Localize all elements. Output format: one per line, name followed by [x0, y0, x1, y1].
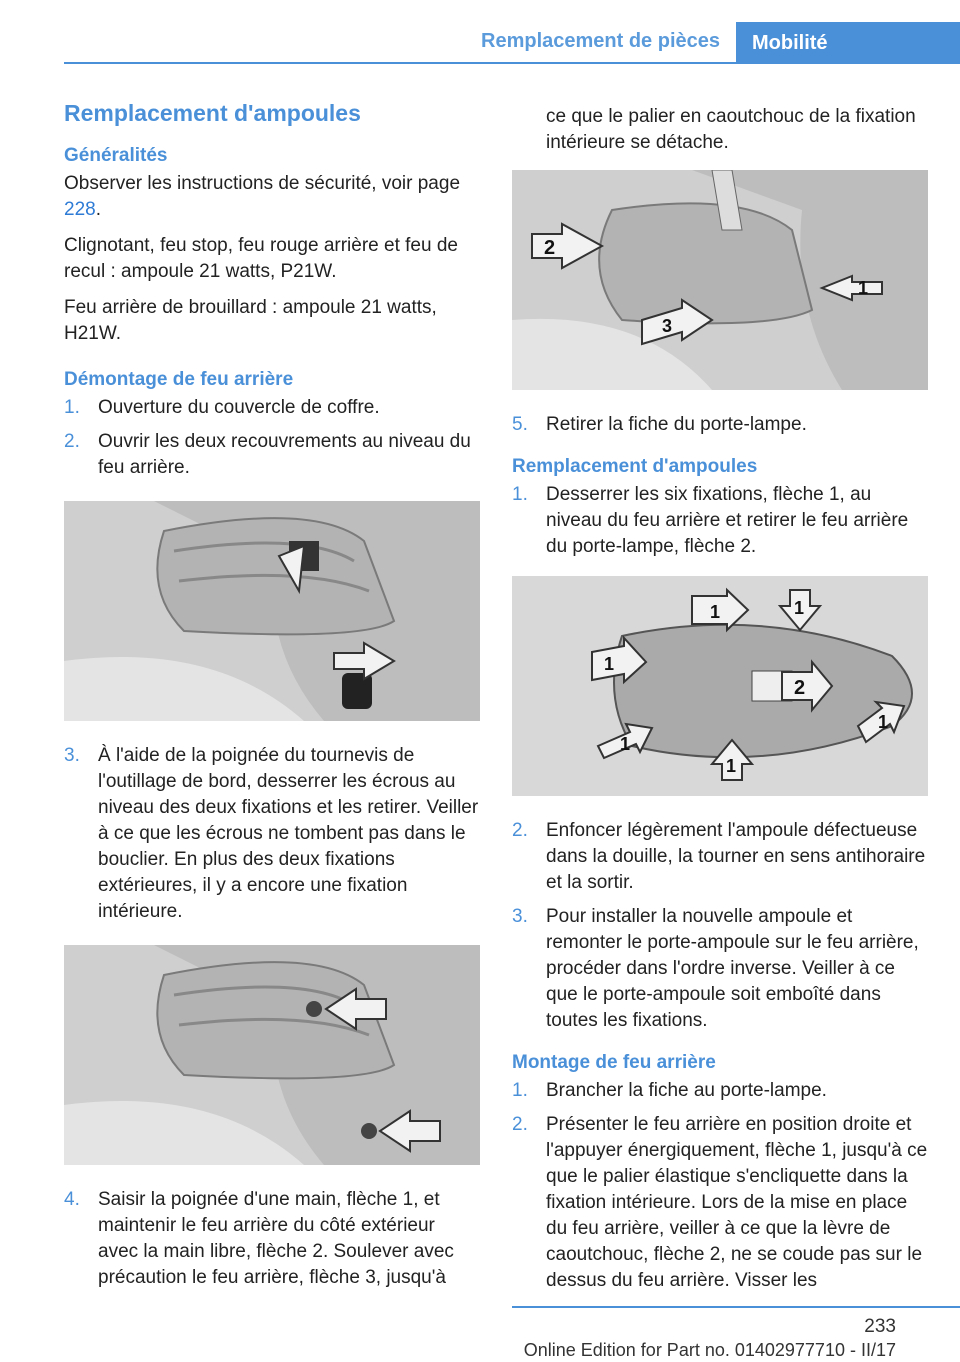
header-section-title: Remplacement de pièces: [481, 30, 720, 52]
replace-steps-a: [512, 482, 928, 560]
page-title: Remplacement d'ampoules: [64, 100, 361, 126]
header-chapter-label: Mobilité: [752, 31, 828, 54]
figure-label-1: 1: [858, 278, 869, 298]
general-paragraph-1: [64, 171, 480, 223]
step-text: Saisir la poignée d'une main, flèche 1, et maintenir le feu arrière du côté extérieur avec la main libre, flèche 2. Soulever avec précaution le feu arrière, flèche 3, jusqu'à: [98, 1189, 454, 1288]
step-text: À l'aide de la poignée du tournevis de l'outillage de bord, desserrer les écrous au niveau des deux fixations et les retirer. Veiller à ce que les écrous ne tombent pas dans le bouclier. En plus des deux fixations extérieures, il y a encore une fixation intérieure.: [98, 745, 479, 922]
replace-steps-b: [512, 818, 928, 1034]
figure-label-1f: 1: [878, 712, 889, 732]
step-number: 3.: [512, 906, 528, 927]
figure-label-1b: 1: [794, 598, 805, 618]
list-item: [512, 904, 928, 1034]
list-item: [64, 743, 480, 925]
step-number: 1.: [64, 397, 80, 418]
figure-lamp-holder: [512, 576, 928, 796]
removal-steps-c: [64, 1187, 480, 1291]
step-text: Présenter le feu arrière en position droite et l'appuyer énergiquement, flèche 1, jusqu'à ce que le palier élastique s'encliquette dans la fixation intérieure. Lors de la mise en place du feu arrière, veiller à ce que la lèvre de caoutchouc, flèche 2, ne se coude pas sur le dessus du feu arrière. Visser les: [546, 1114, 928, 1291]
list-item: [512, 1112, 928, 1294]
header-rule: [64, 62, 960, 64]
figure-taillight-lift: [512, 170, 928, 390]
figure-label-2: 2: [544, 237, 556, 259]
removal-heading: Démontage de feu arrière: [64, 369, 294, 390]
removal-steps-b: [64, 743, 480, 925]
removal-steps-a: [64, 395, 480, 481]
list-item: [64, 429, 480, 481]
general-p1-end: .: [95, 199, 101, 220]
figure-label-1d: 1: [620, 734, 631, 754]
list-item: [512, 1078, 928, 1104]
replace-heading: Remplacement d'ampoules: [512, 456, 758, 477]
step-number: 5.: [512, 414, 528, 435]
step-text: Pour installer la nouvelle ampoule et remonter le porte-ampoule sur le feu arrière, procéder dans l'ordre inverse. Veiller à ce que le porte-ampoule soit emboîté dans toutes les fixations.: [546, 906, 919, 1031]
general-heading: Généralités: [64, 145, 168, 166]
step-number: 2.: [64, 431, 80, 452]
step-number: 4.: [64, 1189, 80, 1210]
removal-steps-d: [512, 412, 928, 438]
taillight-lift-illustration: [512, 170, 928, 390]
mount-steps: [512, 1078, 928, 1294]
list-item: [512, 818, 928, 896]
right-column: [512, 104, 928, 1302]
figure-taillight-nuts: [64, 945, 480, 1165]
step-number: 2.: [512, 1114, 528, 1135]
lamp-holder-illustration: [512, 576, 928, 796]
step-number: 1.: [512, 484, 528, 505]
general-paragraph-3: Feu arrière de brouillard : ampoule 21 watts, H21W.: [64, 297, 437, 344]
figure-label-2: 2: [794, 677, 806, 699]
figure-label-1a: 1: [710, 602, 721, 622]
step-text: Ouvrir les deux recouvrements au niveau du feu arrière.: [98, 431, 471, 478]
continuation-text: ce que le palier en caoutchouc de la fixation intérieure se détache.: [546, 106, 916, 153]
step-number: 3.: [64, 745, 80, 766]
edition-note: Online Edition for Part no. 01402977710 - II/17: [523, 1340, 896, 1360]
step-text: Enfoncer légèrement l'ampoule défectueuse dans la douille, la tourner en sens antihoraire et la sortir.: [546, 820, 926, 893]
page-link-228[interactable]: 228: [64, 199, 96, 220]
step-text: Ouverture du couvercle de coffre.: [98, 397, 380, 418]
taillight-nuts-illustration: [64, 945, 480, 1165]
list-item: [512, 412, 928, 438]
list-item: [64, 395, 480, 421]
step-number: 2.: [512, 820, 528, 841]
left-column: [64, 100, 480, 1299]
step-text: Retirer la fiche du porte-lampe.: [546, 414, 807, 435]
figure-taillight-covers: [64, 501, 480, 721]
list-item: [512, 482, 928, 560]
step-number: 1.: [512, 1080, 528, 1101]
general-paragraph-2: Clignotant, feu stop, feu rouge arrière et feu de recul : ampoule 21 watts, P21W.: [64, 235, 458, 282]
step-text: Desserrer les six fixations, flèche 1, au niveau du feu arrière et retirer le feu arrière du porte-lampe, flèche 2.: [546, 484, 909, 557]
figure-label-1c: 1: [604, 654, 615, 674]
figure-label-3: 3: [662, 316, 673, 336]
figure-label-1e: 1: [726, 756, 737, 776]
step-text: Brancher la fiche au porte-lampe.: [546, 1080, 827, 1101]
taillight-covers-illustration: [64, 501, 480, 721]
footer-rule: [512, 1306, 960, 1308]
header-chapter-tab[interactable]: [736, 22, 960, 64]
general-p1-text: Observer les instructions de sécurité, voir page: [64, 173, 461, 194]
list-item: [64, 1187, 480, 1291]
page-number: 233: [864, 1316, 896, 1337]
mount-heading: Montage de feu arrière: [512, 1052, 716, 1073]
